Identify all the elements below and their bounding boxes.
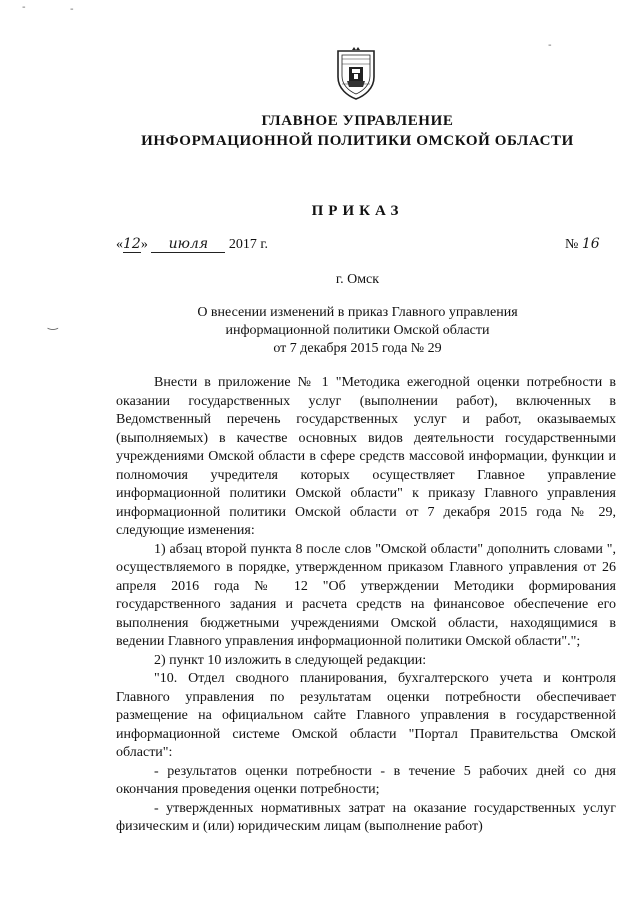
date-field <box>116 236 268 253</box>
body-paragraph-item1: 1) абзац второй пункта 8 после слов "Омской области" дополнить словами ", осуществляемого в порядке, утвержденном приказом Главного управления от 26 апреля 2016 года № 12 "Об утверждении Методики формирования государственного задания и расчета средств на финансовое обеспечение его выполнения бюджетными учреждениями Омской области, находящимися в ведении Главного управления информационной политики Омской области"."; <box>116 541 616 649</box>
subject-line3: от 7 декабря 2015 года № 29 <box>273 341 442 356</box>
org-name-line2: ИНФОРМАЦИОННОЙ ПОЛИТИКИ ОМСКОЙ ОБЛАСТИ <box>141 133 574 149</box>
document-subject <box>40 304 635 358</box>
subject-line2: информационной политики Омской области <box>225 323 490 338</box>
scan-mark-left: ‿ <box>48 316 58 330</box>
scan-mark-top-left: - <box>22 2 26 13</box>
document-type-title: ПРИКАЗ <box>311 203 404 219</box>
org-name-line1: ГЛАВНОЕ УПРАВЛЕНИЕ <box>261 113 454 129</box>
order-number-value: 16 <box>581 236 600 252</box>
order-number-field <box>565 236 600 253</box>
coat-of-arms-icon <box>334 47 378 101</box>
document-body <box>116 374 616 837</box>
date-close-quote: » <box>140 237 148 252</box>
scan-mark-top-right: - <box>548 40 552 51</box>
date-month: июля <box>151 236 225 253</box>
body-paragraph-intro: Внести в приложение № 1 "Методика ежегодной оценки потребности в оказании государственных услуг (выполнении работ), включенных в Ведомственный перечень государственных услуг и работ, оказываемых (выполняемых) в качестве основных видов деятельности государственными учреждениями Омской области в сфере средств массовой информации, функции и полномочия учредителя которых осуществляет Главное управление информационной политики Омской области" к приказу Главного управления информационной политики Омской области от 7 декабря 2015 года № 29, следующие изменения: <box>116 375 616 538</box>
scan-mark-top: - <box>70 4 74 15</box>
order-number-label: № <box>565 237 579 252</box>
date-day: 12 <box>123 236 141 252</box>
body-paragraph-bullet2: - утвержденных нормативных затрат на оказание государственных услуг физическим и (или) юридическим лицам (выполнение работ) <box>116 800 616 834</box>
date-open-quote: « <box>116 237 123 252</box>
date-year: 2017 г. <box>228 237 268 252</box>
body-paragraph-item2-text: "10. Отдел сводного планирования, бухгалтерского учета и контроля Главного управления по результатам оценки потребности обеспечивает размещение на официальном сайте Главного управления в государственной информационной системе Омской области "Портал Правительства Омской области": <box>116 671 616 760</box>
body-paragraph-bullet1: - результатов оценки потребности - в течение 5 рабочих дней со дня окончания проведения оценки потребности; <box>116 763 616 797</box>
body-paragraph-item2: 2) пункт 10 изложить в следующей редакции: <box>154 652 427 668</box>
city: г. Омск <box>335 272 380 287</box>
subject-line1: О внесении изменений в приказ Главного управления <box>197 305 518 320</box>
